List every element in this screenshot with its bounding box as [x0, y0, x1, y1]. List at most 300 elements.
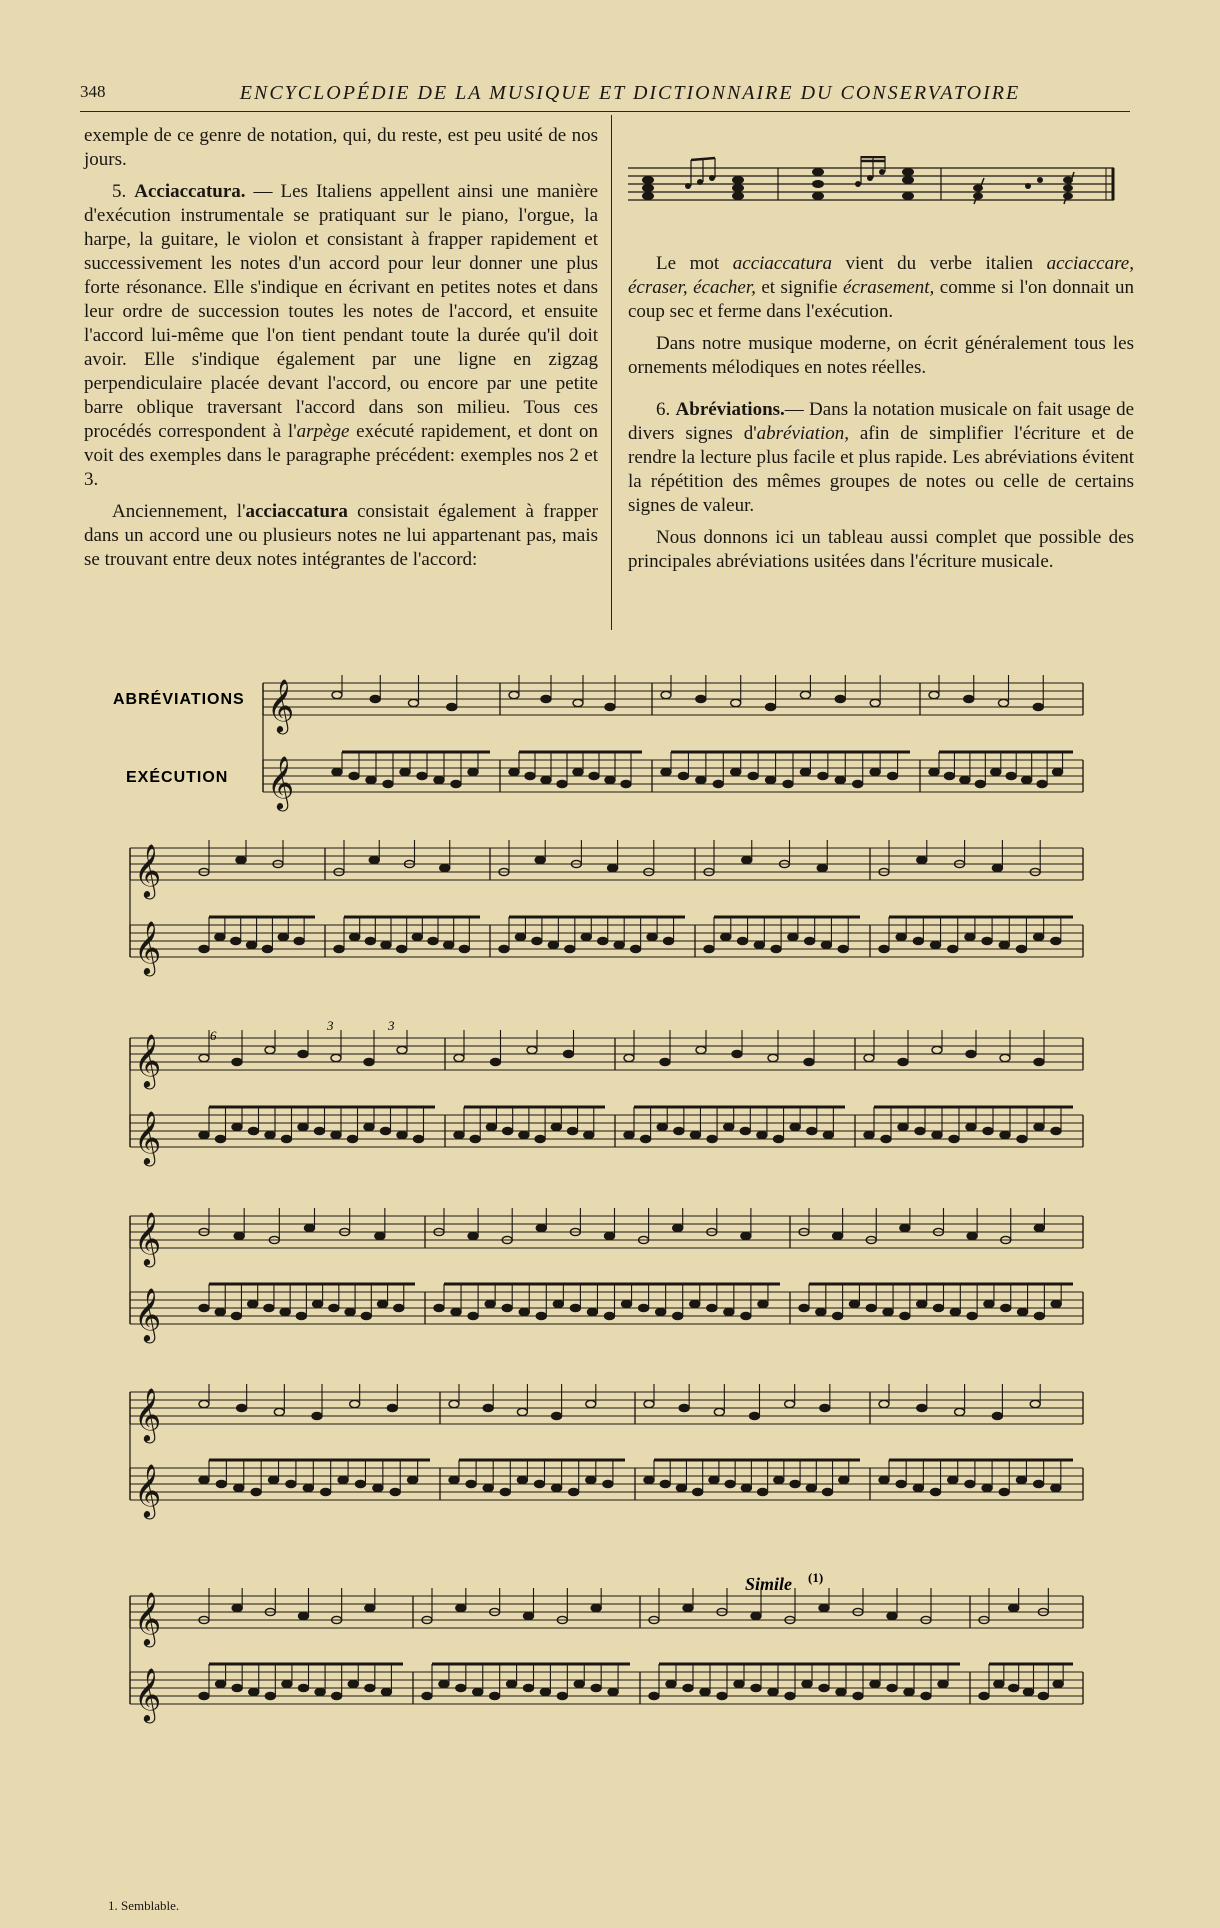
text: exemple de ce genre de notation, qui, du reste, est peu usité de nos jours.: [84, 125, 598, 170]
note-head: [532, 937, 542, 944]
note-head: [929, 691, 939, 698]
note-head: [605, 776, 615, 783]
note-head: [948, 945, 958, 952]
note-head: [1051, 1484, 1061, 1491]
note-head: [332, 768, 342, 775]
note-head: [690, 1131, 700, 1138]
note-head: [466, 1480, 476, 1487]
note-head: [449, 1400, 459, 1407]
note-head: [661, 691, 671, 698]
note-head: [605, 1312, 615, 1319]
note-head: [696, 776, 706, 783]
note-head: [807, 1127, 817, 1134]
note-head: [678, 772, 688, 779]
note-head: [621, 780, 631, 787]
running-title: ENCYCLOPÉDIE DE LA MUSIQUE ET DICTIONNAIRE DU CONSERVATOIRE: [239, 82, 1021, 104]
note-head: [938, 1680, 948, 1687]
note-head: [451, 1308, 461, 1315]
note-head: [676, 1484, 686, 1491]
note-head: [725, 1480, 735, 1487]
note-head: [1051, 1127, 1061, 1134]
note-head: [904, 1688, 914, 1695]
note-head: [247, 941, 257, 948]
note-head: [454, 1131, 464, 1138]
note-head: [370, 695, 380, 702]
footnote: 1. Semblable.: [108, 1898, 180, 1913]
note-head: [535, 1135, 545, 1142]
italic-term: acciaccare, écraser, écacher,: [628, 253, 1134, 298]
note-head: [666, 1680, 676, 1687]
note-head: [709, 1476, 719, 1483]
note-head: [741, 1312, 751, 1319]
note-head: [896, 1480, 906, 1487]
note-head: [364, 1058, 374, 1065]
note-head: [768, 1688, 778, 1695]
note-head: [199, 1131, 209, 1138]
note-head: [833, 1232, 843, 1239]
note-head: [964, 695, 974, 702]
note-head: [348, 1680, 358, 1687]
note-head: [232, 1684, 242, 1691]
note-head: [557, 780, 567, 787]
note-head: [717, 1692, 727, 1699]
note-head: [731, 699, 741, 706]
treble-clef-icon: 𝄞: [134, 1387, 162, 1441]
note-head: [1051, 937, 1061, 944]
note-head: [870, 1680, 880, 1687]
note-head: [921, 1692, 931, 1699]
note-head: [541, 695, 551, 702]
note-head: [644, 1400, 654, 1407]
note-head: [581, 933, 591, 940]
note-head: [486, 1123, 496, 1130]
note-head: [647, 933, 657, 940]
note-head: [679, 1404, 689, 1411]
note-head: [835, 695, 845, 702]
note-head: [982, 937, 992, 944]
note-head: [248, 1300, 258, 1307]
note-head: [331, 1131, 341, 1138]
note-head: [966, 1123, 976, 1130]
note-head: [641, 1135, 651, 1142]
note-head: [569, 1488, 579, 1495]
note-head: [1033, 703, 1043, 710]
note-head: [931, 941, 941, 948]
note-head: [483, 1484, 493, 1491]
note-head: [639, 1304, 649, 1311]
note-head: [449, 1476, 459, 1483]
section-term: Abréviations.: [675, 399, 785, 420]
note-head: [673, 1312, 683, 1319]
note-head: [366, 776, 376, 783]
note-head: [264, 1304, 274, 1311]
note-head: [434, 776, 444, 783]
note-head: [548, 941, 558, 948]
note-head: [303, 1484, 313, 1491]
note-head: [282, 1135, 292, 1142]
note-head: [473, 1688, 483, 1695]
note-head: [400, 768, 410, 775]
note-head: [605, 703, 615, 710]
note-head: [397, 1046, 407, 1053]
note-head: [535, 1480, 545, 1487]
note-head: [447, 703, 457, 710]
treble-clef-icon: 𝄞: [134, 1591, 162, 1645]
text: Le mot: [656, 253, 733, 274]
note-head: [390, 1488, 400, 1495]
note-head: [553, 1300, 563, 1307]
note-head: [570, 1304, 580, 1311]
bold-term: acciaccatura: [245, 501, 348, 522]
note-head: [693, 1488, 703, 1495]
tuplet-three-a: 3: [327, 1018, 334, 1033]
note-head: [369, 856, 379, 863]
note-head: [490, 1692, 500, 1699]
note-head: [434, 1304, 444, 1311]
note-head: [823, 1131, 833, 1138]
note-head: [819, 1604, 829, 1611]
note-head: [806, 1484, 816, 1491]
note-head: [591, 1684, 601, 1691]
note-head: [740, 1127, 750, 1134]
note-head: [503, 1127, 513, 1134]
note-head: [515, 933, 525, 940]
note-head: [887, 1684, 897, 1691]
note-head: [524, 1612, 534, 1619]
note-head: [696, 695, 706, 702]
note-head: [349, 772, 359, 779]
note-head: [750, 1412, 760, 1419]
text: consistait également à frapper dans un accord une ou plusieurs notes ne lui appartenant pas, mais se trouvant entre deux notes intégrantes de l'accord:: [84, 501, 598, 570]
note-head: [751, 1612, 761, 1619]
note-head: [785, 1692, 795, 1699]
italic-term: abréviation,: [756, 423, 849, 444]
note-head: [853, 780, 863, 787]
note-head: [1022, 776, 1032, 783]
treble-clef-icon: 𝄞: [134, 843, 162, 897]
note-head: [879, 945, 889, 952]
note-head: [332, 691, 342, 698]
note-head: [1030, 1400, 1040, 1407]
text: afin de simplifier l'écriture et de rendre la lecture plus facile et plus rapide. Les abréviations évitent la répétition des mêmes groupes de notes ou celle de certains signes de valeur.: [628, 423, 1134, 516]
note-head: [853, 1692, 863, 1699]
note-head: [499, 945, 509, 952]
note-head: [1037, 780, 1047, 787]
note-head: [950, 1308, 960, 1315]
note-head: [1034, 1480, 1044, 1487]
treble-clef-icon: 𝄞: [134, 1211, 162, 1265]
note-head: [584, 1131, 594, 1138]
note-head: [721, 933, 731, 940]
note-head: [1034, 1058, 1044, 1065]
note-head: [540, 1688, 550, 1695]
note-head: [966, 1050, 976, 1057]
note-head: [624, 1131, 634, 1138]
note-head: [216, 1680, 226, 1687]
text: vient du verbe italien: [831, 253, 1047, 274]
note-head: [312, 1412, 322, 1419]
note-head: [375, 1232, 385, 1239]
note-head: [282, 1680, 292, 1687]
note-head: [960, 776, 970, 783]
note-head: [298, 1050, 308, 1057]
note-head: [800, 768, 810, 775]
note-head: [444, 941, 454, 948]
note-head: [394, 1304, 404, 1311]
note-head: [821, 941, 831, 948]
note-head: [1016, 1476, 1026, 1483]
note-head: [1017, 1135, 1027, 1142]
note-head: [766, 703, 776, 710]
note-head: [552, 1412, 562, 1419]
section-number: 6.: [656, 399, 671, 420]
note-head: [1034, 933, 1044, 940]
note-head: [468, 1312, 478, 1319]
note-head: [215, 933, 225, 940]
note-head: [751, 1684, 761, 1691]
note-head: [835, 776, 845, 783]
note-head: [929, 768, 939, 775]
note-head: [944, 772, 954, 779]
note-head: [397, 945, 407, 952]
note-head: [1000, 1054, 1010, 1061]
note-head: [364, 1123, 374, 1130]
note-head: [836, 1688, 846, 1695]
note-head: [833, 1312, 843, 1319]
note-head: [660, 1480, 670, 1487]
note-head: [232, 1058, 242, 1065]
note-head: [440, 864, 450, 871]
note-head: [231, 1312, 241, 1319]
note-head: [992, 1412, 1002, 1419]
note-head: [355, 1480, 365, 1487]
note-head: [527, 1046, 537, 1053]
note-head: [199, 1400, 209, 1407]
note-head: [298, 1123, 308, 1130]
note-head: [785, 1400, 795, 1407]
note-head: [286, 1480, 296, 1487]
note-head: [509, 768, 519, 775]
note-head: [199, 1476, 209, 1483]
note-head: [934, 1304, 944, 1311]
note-head: [428, 937, 438, 944]
note-head: [231, 937, 241, 944]
note-head: [994, 1680, 1004, 1687]
note-head: [932, 1131, 942, 1138]
note-head: [536, 1224, 546, 1231]
note-head: [838, 945, 848, 952]
note-head: [456, 1604, 466, 1611]
note-head: [800, 691, 810, 698]
note-head: [199, 1054, 209, 1061]
note-head: [644, 1476, 654, 1483]
note-head: [879, 1476, 889, 1483]
note-head: [1009, 1684, 1019, 1691]
note-head: [483, 1404, 493, 1411]
note-head: [713, 780, 723, 787]
note-head: [624, 1054, 634, 1061]
note-head: [1034, 1224, 1044, 1231]
page-number: 348: [80, 82, 106, 101]
note-head: [502, 1304, 512, 1311]
note-head: [758, 1488, 768, 1495]
note-head: [215, 1308, 225, 1315]
note-head: [265, 1692, 275, 1699]
note-head: [742, 856, 752, 863]
note-head: [491, 1058, 501, 1065]
note-head: [1001, 1304, 1011, 1311]
tuplet-six: 6: [210, 1028, 217, 1043]
note-head: [879, 1400, 889, 1407]
note-head: [232, 1604, 242, 1611]
note-head: [278, 933, 288, 940]
note-head: [999, 699, 1009, 706]
note-head: [657, 1123, 667, 1130]
note-head: [1034, 1312, 1044, 1319]
note-head: [199, 1304, 209, 1311]
note-head: [731, 768, 741, 775]
note-head: [714, 1408, 724, 1415]
note-head: [799, 1304, 809, 1311]
note-head: [704, 945, 714, 952]
note-head: [589, 772, 599, 779]
treble-clef-icon: 𝄞: [267, 755, 295, 809]
italic-term: acciaccatura: [732, 253, 832, 274]
note-head: [649, 1692, 659, 1699]
note-head: [816, 1308, 826, 1315]
note-head: [783, 780, 793, 787]
note-head: [348, 1135, 358, 1142]
note-head: [265, 1046, 275, 1053]
note-head: [517, 1476, 527, 1483]
treble-clef-icon: 𝄞: [267, 678, 295, 732]
note-head: [757, 1131, 767, 1138]
note-head: [536, 1312, 546, 1319]
note-head: [864, 1054, 874, 1061]
note-head: [232, 1123, 242, 1130]
note-head: [387, 1404, 397, 1411]
note-head: [350, 1400, 360, 1407]
text: Nous donnons ici un tableau aussi complet que possible des principales abréviations usitées dans l'écriture musicale.: [628, 527, 1134, 572]
note-head: [313, 1300, 323, 1307]
note-head: [758, 1300, 768, 1307]
note-head: [459, 945, 469, 952]
note-head: [690, 1300, 700, 1307]
note-head: [557, 1692, 567, 1699]
note-head: [249, 1127, 259, 1134]
simile-footnote-ref: (1): [808, 1570, 824, 1585]
note-head: [365, 1604, 375, 1611]
note-head: [451, 780, 461, 787]
note-head: [605, 1232, 615, 1239]
note-head: [1009, 1604, 1019, 1611]
note-head: [748, 772, 758, 779]
note-head: [274, 1408, 284, 1415]
note-head: [299, 1612, 309, 1619]
note-head: [470, 1135, 480, 1142]
note-head: [898, 1123, 908, 1130]
note-head: [888, 772, 898, 779]
note-head: [992, 864, 1002, 871]
note-head: [674, 1127, 684, 1134]
note-head: [332, 1692, 342, 1699]
note-head: [296, 1312, 306, 1319]
note-head: [741, 1484, 751, 1491]
note-head: [397, 1131, 407, 1138]
treble-clef-icon: 𝄞: [134, 1463, 162, 1517]
note-head: [741, 1232, 751, 1239]
treble-clef-icon: 𝄞: [134, 920, 162, 974]
note-head: [350, 933, 360, 940]
note-head: [965, 1480, 975, 1487]
text: exécuté rapidement, et dont on voit des exemples dans le paragraphe précédent: exemples nos 2 et 3.: [84, 421, 598, 490]
note-head: [732, 1050, 742, 1057]
note-head: [900, 1312, 910, 1319]
note-head: [294, 937, 304, 944]
note-head: [234, 1484, 244, 1491]
note-head: [199, 945, 209, 952]
treble-clef-icon: 𝄞: [134, 1033, 162, 1087]
note-head: [485, 1300, 495, 1307]
note-head: [983, 1127, 993, 1134]
note-head: [552, 1484, 562, 1491]
note-head: [788, 933, 798, 940]
note-head: [305, 1224, 315, 1231]
note-head: [1024, 1688, 1034, 1695]
note-head: [598, 937, 608, 944]
note-head: [568, 1127, 578, 1134]
note-head: [468, 768, 478, 775]
note-head: [932, 1046, 942, 1053]
note-head: [586, 1400, 596, 1407]
note-head: [949, 1135, 959, 1142]
note-head: [345, 1308, 355, 1315]
note-head: [656, 1308, 666, 1315]
note-head: [519, 1131, 529, 1138]
note-head: [915, 1127, 925, 1134]
note-head: [439, 1680, 449, 1687]
note-head: [870, 699, 880, 706]
note-head: [999, 1488, 1009, 1495]
note-head: [660, 1058, 670, 1065]
note-head: [381, 1127, 391, 1134]
note-head: [823, 1488, 833, 1495]
note-head: [967, 1232, 977, 1239]
note-head: [805, 937, 815, 944]
note-head: [541, 776, 551, 783]
note-head: [979, 1692, 989, 1699]
note-head: [1053, 768, 1063, 775]
note-head: [338, 1476, 348, 1483]
note-head: [818, 772, 828, 779]
note-head: [321, 1488, 331, 1495]
note-head: [948, 1476, 958, 1483]
note-head: [414, 1135, 424, 1142]
note-head: [417, 772, 427, 779]
note-head: [524, 1684, 534, 1691]
note-head: [774, 1135, 784, 1142]
note-head: [614, 941, 624, 948]
note-head: [738, 937, 748, 944]
note-head: [564, 1050, 574, 1057]
note-head: [573, 768, 583, 775]
note-head: [991, 768, 1001, 775]
note-head: [734, 1680, 744, 1687]
note-head: [864, 1131, 874, 1138]
text: Dans notre musique moderne, on écrit généralement tous les ornements mélodiques en notes réelles.: [628, 333, 1134, 378]
note-head: [216, 1135, 226, 1142]
note-head: [454, 1054, 464, 1061]
